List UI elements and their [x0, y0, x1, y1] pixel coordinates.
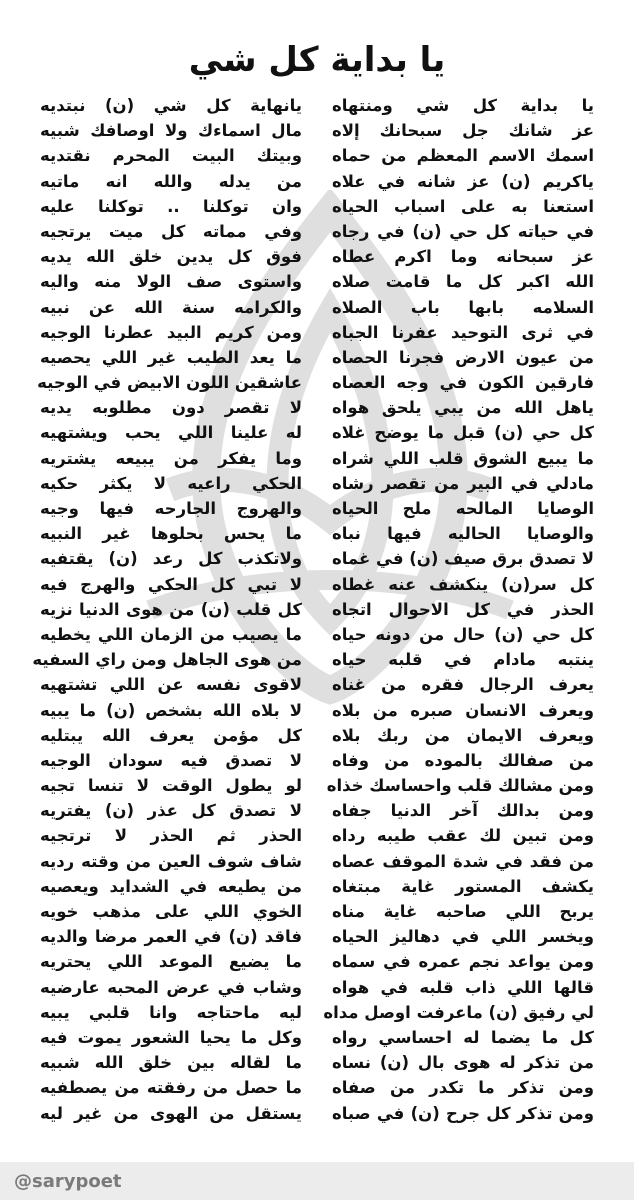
verse-line: ومن مشالك قلب واحساسك خذاه [326, 776, 594, 796]
verse-line: لا تقصر دون مطلوبه يديه [40, 398, 302, 418]
verse-line: شاف شوف العين من وقته رديه [40, 851, 302, 871]
verse-line: فاقد (ن) في العمر مرضا والديه [40, 927, 302, 947]
verse-line: ومن بدالك آخر الدنيا جفاه [332, 801, 594, 821]
verse-line: والكرامه سنة الله عن نبيه [40, 297, 302, 317]
verse-line: ياكريم (ن) عز شانه في علاه [332, 171, 594, 191]
verse-line: كل مؤمن يعرف الله يبتليه [40, 725, 302, 745]
verse-line: الله اكبر كل ما قامت صلاه [332, 272, 594, 292]
verse-line: ومن يواعد نجم عمره في سماه [332, 952, 594, 972]
verse-line: ما يضيع الموعد اللي يحتريه [40, 952, 302, 972]
poem-title: يا بداية كل شي [188, 40, 446, 80]
verse-line: من صفالك بالموده من وفاه [332, 750, 594, 770]
verse-line: ومن تذكر ما تكدر من صفاه [332, 1078, 594, 1098]
verse-line: ويعرف الانسان صبره من بلاه [332, 700, 594, 720]
verse-line: ولاتكذب كل رعد (ن) يقتفيه [40, 549, 302, 569]
footer-bar [0, 1162, 634, 1200]
verse-line: ما حصل من رفقته من يصطفيه [40, 1078, 302, 1098]
verse-line: لا تصدق كل عذر (ن) يفتريه [40, 801, 302, 821]
verse-line: لا تصدق فيه سودان الوجيه [40, 750, 302, 770]
verse-line: في ثرى التوحيد عفرنا الجباه [332, 322, 594, 342]
verse-line: وبيتك البيت المحرم نقتديه [40, 146, 302, 166]
verse-line: ومن كريم البيد عطرنا الوجيه [40, 322, 302, 342]
verse-line: الوصايا المالحه ملح الحياه [332, 499, 594, 518]
poem-left-column [32, 96, 302, 1123]
verse-line: يستقل من الهوى من غير ليه [40, 1103, 302, 1123]
verse-line: لو يطول الوقت لا تنسا تجيه [40, 776, 302, 796]
verse-line: ومن تذكر كل جرح (ن) في صباه [332, 1103, 594, 1123]
verse-line: الحذر ثم الحذر لا ترتجيه [40, 826, 302, 846]
verse-line: من فقد في شدة الموقف عصاه [332, 851, 594, 871]
verse-line: ما يبيع الشوق قلب اللي شراه [332, 448, 594, 468]
verse-line: وان توكلنا .. توكلنا عليه [40, 196, 302, 216]
verse-line: من يطيعه في الشدايد ويعصيه [40, 876, 302, 896]
verse-line: الحذر في كل الاحوال اتجاه [332, 599, 594, 619]
verse-line: وكل ما يحيا الشعور يموت فيه [40, 1027, 302, 1047]
verse-line: عز سبحانه وما اكرم عطاه [332, 247, 594, 267]
verse-line: اسمك الاسم المعظم من حماه [332, 146, 594, 166]
verse-line: يكشف المستور غاية مبتغاه [332, 876, 594, 896]
verse-line: كل حي (ن) حال من دونه حياه [332, 624, 594, 644]
verse-line: عز شانك جل سبحانك إلاه [332, 121, 594, 141]
author-handle[interactable]: @sarypoet [14, 1170, 122, 1192]
verse-line: عاشقين اللون الابيض في الوجيه [37, 373, 302, 393]
poem-columns [32, 96, 594, 1123]
verse-line: فارقين الكون في وجه العصاه [332, 373, 594, 393]
verse-line: لي رفيق (ن) ماعرفت اوصل مداه [323, 1002, 594, 1022]
verse-line: يا بداية كل شي ومنتهاه [332, 96, 594, 115]
poem-right-column [323, 96, 594, 1123]
verse-line: ويعرف الايمان من ربك بلاه [332, 725, 594, 745]
verse-line: استعنا به على اسباب الحياه [332, 196, 594, 216]
verse-line: يانهاية كل شي (ن) نبتديه [40, 96, 302, 115]
verse-line: من عيون الارض فجرنا الحصاه [332, 347, 594, 367]
verse-line: السلامه بابها باب الصلاه [332, 297, 594, 317]
verse-line: الخوي اللي على مذهب خويه [40, 902, 302, 921]
verse-line: لاقوى نفسه عن اللي تشتهيه [40, 675, 302, 695]
verse-line: والوصايا الحاليه فيها نباه [332, 524, 594, 544]
verse-line: ومن تبين لك عقب طيبه رداه [332, 826, 594, 846]
poem-page [10, 10, 624, 1160]
verse-line: ما يعد الطيب غير اللي يحصيه [40, 347, 302, 367]
verse-line: وشاب في عرض المحبه عارضيه [40, 977, 302, 997]
verse-line: قالها اللي ذاب قلبه في هواه [332, 977, 594, 997]
verse-line: وما يفكر من يبيعه يشتريه [40, 448, 302, 468]
verse-line: له علينا اللي يحب ويشتهيه [40, 423, 302, 443]
verse-line: من يدله والله انه ماتيه [40, 171, 302, 191]
verse-line: الحكي راعيه لا يكثر حكيه [40, 473, 302, 493]
verse-line: من تذكر له هوى بال (ن) نساه [332, 1053, 594, 1073]
verse-line: ليه ماحتاجه وانا قلبي يبيه [40, 1002, 302, 1022]
verse-line: لا تبي كل الحكي والهرج فيه [40, 574, 302, 594]
verse-line: ياهل الله من يبي يلحق هواه [332, 398, 594, 418]
verse-line: كل حي (ن) قبل ما يوضح غلاه [332, 423, 594, 443]
verse-line: ينتبه مادام في قلبه حياه [332, 650, 594, 670]
verse-line: فوق كل يدين خلق الله يديه [40, 247, 302, 267]
verse-line: في حياته كل حي (ن) في رجاه [332, 221, 594, 241]
verse-line: كل ما يضما له احساسي رواه [332, 1027, 594, 1047]
verse-line: يعرف الرجال فقره من غناه [332, 675, 594, 695]
verse-line: واستوى صف الولا منه واليه [40, 272, 302, 292]
verse-line: والهروج الجارحه فيها وجيه [40, 499, 302, 518]
verse-line: لا بلاه الله بشخص (ن) ما يبيه [40, 700, 302, 720]
verse-line: من هوى الجاهل ومن راي السفيه [32, 650, 302, 670]
verse-line: ما يصيب من الزمان اللي يخطيه [40, 624, 302, 644]
verse-line: ويخسر اللي في دهاليز الحياه [332, 927, 594, 947]
verse-line: وفي مماته كل ميت يرتجيه [40, 221, 302, 241]
verse-line: مال اسماءك ولا اوصافك شبيه [40, 121, 302, 141]
verse-line: كل سر(ن) ينكشف عنه غطاه [332, 574, 594, 594]
verse-line: لا تصدق برق صيف (ن) في غماه [332, 549, 594, 569]
verse-line: ما يحس بحلوها غير النبيه [40, 524, 302, 544]
verse-line: كل قلب (ن) من هوى الدنيا نزيه [40, 599, 302, 619]
verse-line: ما لقاله بين خلق الله شبيه [40, 1053, 302, 1073]
verse-line: يربح اللي صاحبه غاية مناه [332, 902, 594, 921]
verse-line: مادلي في البير من تقصر رشاه [332, 473, 594, 493]
